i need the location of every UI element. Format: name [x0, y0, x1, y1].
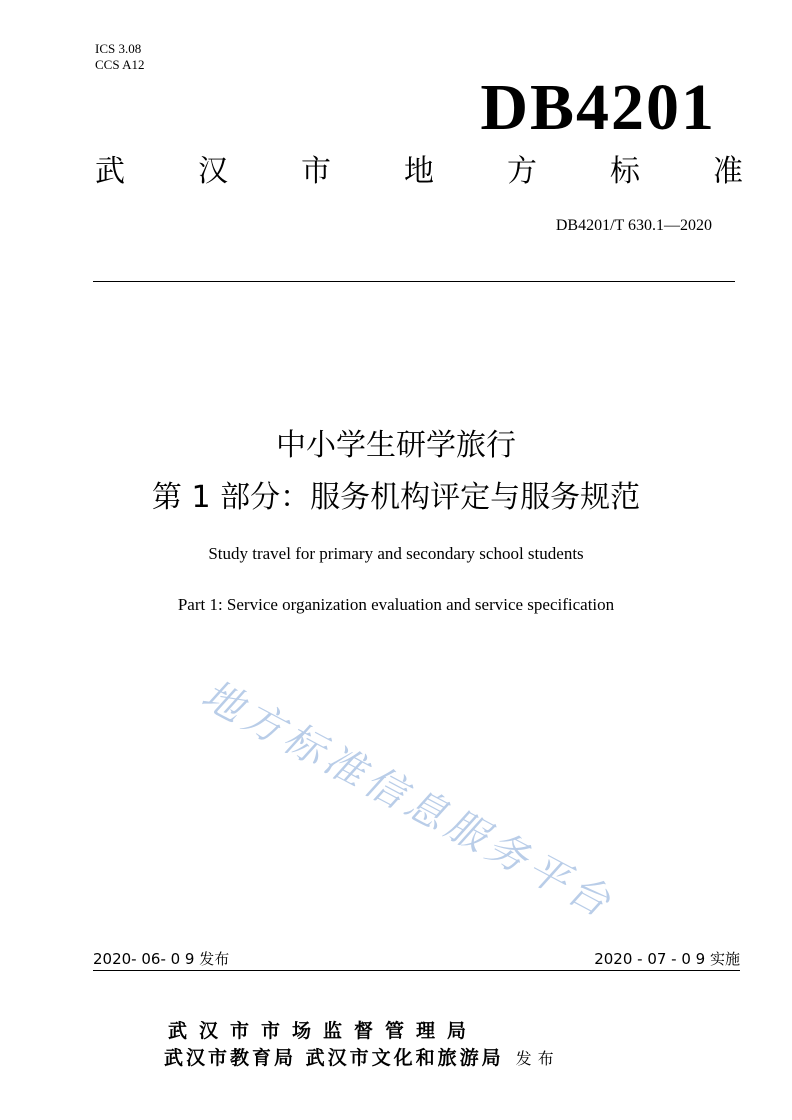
standard-name-char: 市	[301, 154, 331, 189]
issuer-line-2	[164, 1046, 560, 1071]
ccs-code: CCS A12	[95, 57, 145, 72]
ics-code: ICS 3.08	[95, 41, 142, 56]
standard-name-char: 方	[507, 154, 537, 189]
standard-name-char: 准	[713, 154, 743, 189]
title-en-main: Study travel for primary and secondary school students	[208, 544, 584, 563]
issuer-names: 武汉市教育局 武汉市文化和旅游局	[164, 1047, 504, 1069]
standard-type-name	[95, 150, 743, 194]
date-divider	[93, 970, 740, 971]
standard-number: DB4201/T 630.1—2020	[555, 217, 712, 234]
header-divider	[93, 281, 735, 282]
standard-name-char: 武	[95, 154, 125, 189]
title-cn-main: 中小学生研学旅行	[276, 428, 516, 463]
publish-label: 发布	[515, 1049, 560, 1068]
issuer-line-1: 武汉市市场监督管理局	[168, 1020, 479, 1042]
title-cn-part: 第 1 部分：服务机构评定与服务规范	[151, 480, 641, 515]
classification-codes	[95, 41, 145, 73]
watermark-text: 地方标准信息服务平台	[194, 671, 622, 929]
issue-date: 2020- 06- 0 9 发布	[93, 950, 230, 968]
standard-logo: DB4201	[480, 71, 716, 144]
standard-name-char: 汉	[198, 154, 228, 189]
standard-name-char: 地	[404, 154, 434, 189]
implementation-date: 2020 - 07 - 0 9 实施	[594, 950, 740, 968]
title-en-part: Part 1: Service organization evaluation and service specification	[177, 595, 615, 614]
standard-name-char: 标	[610, 154, 640, 189]
